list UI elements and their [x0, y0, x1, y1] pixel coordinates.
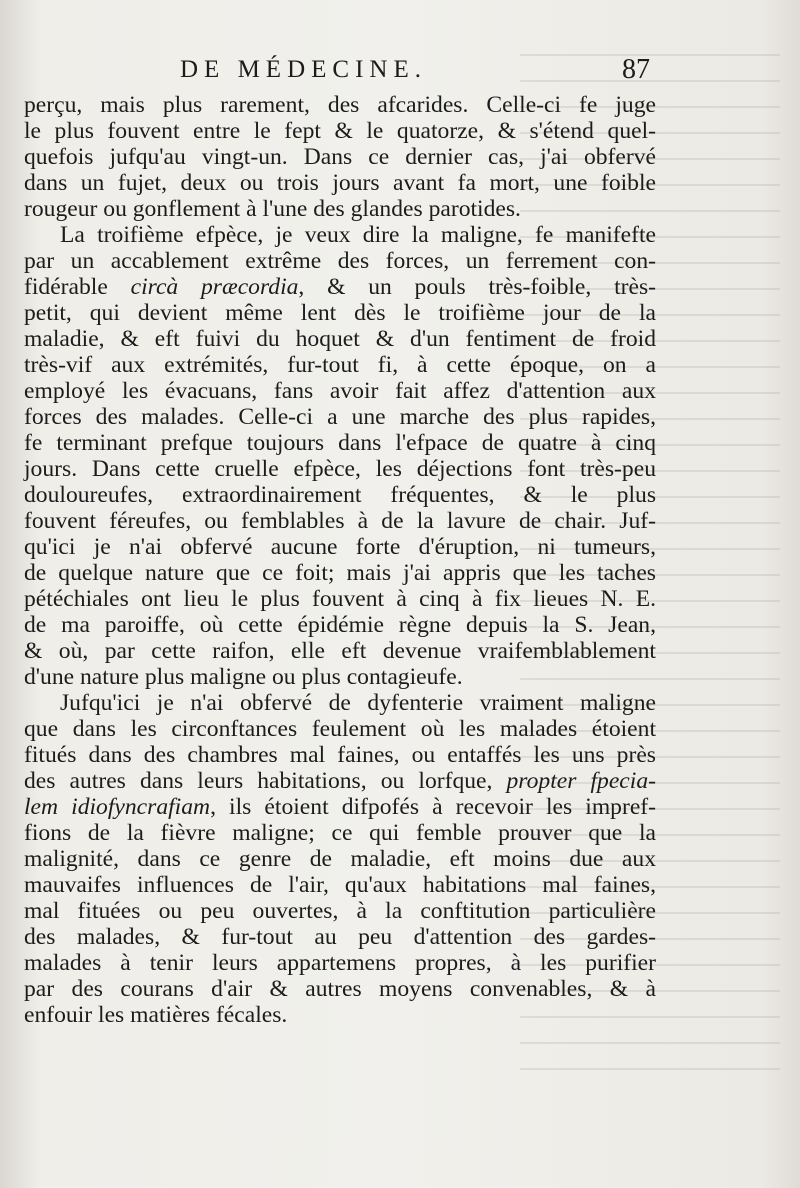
running-title: DE MÉDECINE. — [180, 56, 427, 83]
italic-latin-phrase: lem idiofyncrafiam — [24, 794, 211, 820]
text-line: fe terminant prefque toujours dans l'efpace de quatre à cinq — [24, 430, 656, 456]
text-line: des malades, & fur-tout au peu d'attention des gardes- — [24, 924, 656, 950]
text-line: d'une nature plus maligne ou plus contagieufe. — [24, 664, 463, 690]
text-line: enfouir les matières fécales. — [24, 1002, 288, 1028]
text-line: des autres dans leurs habitations, ou lorfque, propter fpecia- — [24, 768, 656, 794]
text-line: fidérable circà præcordia, & un pouls très-foible, très- — [24, 274, 656, 300]
text-line: par des courans d'air & autres moyens convenables, & à — [24, 976, 656, 1002]
text-line: jours. Dans cette cruelle efpèce, les déjections font très-peu — [24, 456, 656, 482]
italic-latin-phrase: propter fpecia- — [506, 768, 656, 794]
text-line: fions de la fièvre maligne; ce qui femble prouver que la — [24, 820, 656, 846]
text-line: perçu, mais plus rarement, des afcarides. Celle-ci fe juge — [24, 92, 656, 118]
text-line: rougeur ou gonflement à l'une des glandes parotides. — [24, 196, 521, 222]
text-line: pétéchiales ont lieu le plus fouvent à cinq à fix lieues N. E. — [24, 586, 656, 612]
text-line: mauvaifes influences de l'air, qu'aux habitations mal faines, — [24, 872, 656, 898]
text-line: Jufqu'ici je n'ai obfervé de dyfenterie vraiment maligne — [60, 690, 656, 716]
text-line: douloureufes, extraordinairement fréquentes, & le plus — [24, 482, 656, 508]
text-line: malignité, dans ce genre de maladie, eft moins due aux — [24, 846, 656, 872]
text-line: de ma paroiffe, où cette épidémie règne depuis la S. Jean, — [24, 612, 656, 638]
text-line: de quelque nature que ce foit; mais j'ai appris que les taches — [24, 560, 656, 586]
text-line: maladie, & eft fuivi du hoquet & d'un fentiment de froid — [24, 326, 656, 352]
text-line: lem idiofyncrafiam, ils étoient difpofés à recevoir les impref- — [24, 794, 657, 820]
text-line: fouvent féreufes, ou femblables à de la lavure de chair. Juf- — [24, 508, 656, 534]
text-line: qu'ici je n'ai obfervé aucune forte d'éruption, ni tumeurs, — [24, 534, 656, 560]
text-line: dans un fujet, deux ou trois jours avant fa mort, une foible — [24, 170, 656, 196]
text-line: malades à tenir leurs appartemens propres, à les purifier — [24, 950, 656, 976]
body-text — [24, 92, 656, 1028]
running-header — [180, 56, 650, 90]
text-line: que dans les circonftances feulement où les malades étoient — [24, 716, 656, 742]
page-number: 87 — [622, 54, 650, 85]
text-line: par un accablement extrême des forces, un ferrement con- — [24, 248, 656, 274]
text-line: très-vif aux extrémités, fur-tout fi, à cette époque, on a — [24, 352, 656, 378]
text-line: fitués dans des chambres mal faines, ou entaffés les uns près — [24, 742, 656, 768]
text-line: forces des malades. Celle-ci a une marche des plus rapides, — [24, 404, 656, 430]
text-line: mal fituées ou peu ouvertes, à la conftitution particulière — [24, 898, 656, 924]
text-line: petit, qui devient même lent dès le troifième jour de la — [24, 300, 656, 326]
text-line: le plus fouvent entre le fept & le quatorze, & s'étend quel- — [24, 118, 656, 144]
text-line: employé les évacuans, fans avoir fait affez d'attention aux — [24, 378, 656, 404]
text-line: quefois jufqu'au vingt-un. Dans ce dernier cas, j'ai obfervé — [24, 144, 656, 170]
italic-latin-phrase: circà præcordia — [130, 274, 299, 300]
text-line: & où, par cette raifon, elle eft devenue vraifemblablement — [24, 638, 656, 664]
text-line: La troifième efpèce, je veux dire la maligne, fe manifefte — [60, 222, 656, 248]
